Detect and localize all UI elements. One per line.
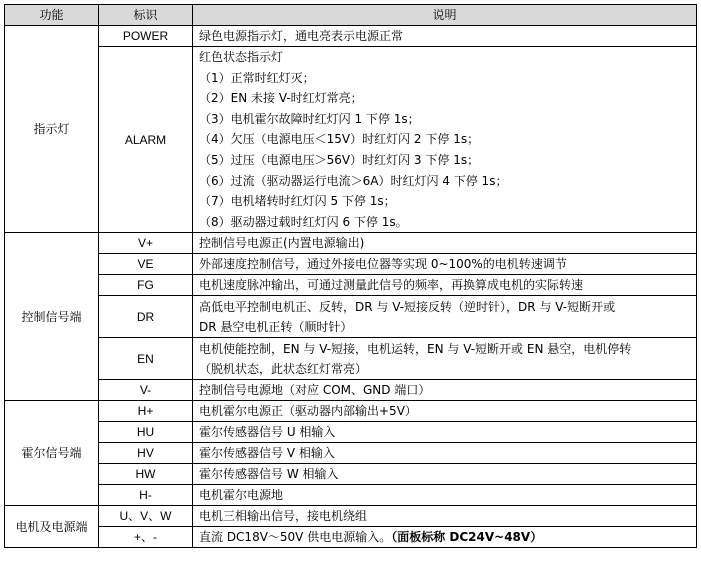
signal-fg: FG [99,275,193,296]
signal-hw: HW [99,464,193,485]
group-motor: 电机及电源端 [5,506,99,548]
table-row [5,527,697,548]
en-line: 电机使能控制，EN 与 V-短接，电机运转，EN 与 V-短断开或 EN 悬空，电机停转 [199,341,632,356]
signal-hv: HV [99,443,193,464]
dr-line: DR 悬空电机正转（顺时针） [199,319,353,334]
table-row [5,422,697,443]
desc-fg: 电机速度脉冲输出，可通过测量此信号的频率，再换算成电机的实际转速 [193,275,697,296]
table-row [5,254,697,275]
pm-desc-bold: （面板标称 DC24V~48V） [391,530,543,545]
spec-table [4,4,697,548]
signal-en: EN [99,338,193,380]
header-id: 标识 [99,5,193,26]
table-row [5,338,697,380]
alarm-line: （3）电机霍尔故障时红灯闪 1 下停 1s； [199,111,420,126]
table-row [5,26,697,47]
signal-uvw: U、V、W [99,506,193,527]
signal-power: POWER [99,26,193,47]
signal-hu: HU [99,422,193,443]
dr-line: 高低电平控制电机正、反转，DR 与 V-短接反转（逆时针），DR 与 V-短断开或 [199,299,616,314]
table-row [5,506,697,527]
group-indicator: 指示灯 [5,26,99,233]
desc-en [193,338,697,380]
group-hall: 霍尔信号端 [5,401,99,506]
desc-vplus: 控制信号电源正(内置电源输出) [193,233,697,254]
alarm-line: （4）欠压（电源电压＜15V）时红灯闪 2 下停 1s； [199,132,480,147]
desc-vminus: 控制信号电源地（对应 COM、GND 端口） [193,380,697,401]
alarm-line: （6）过流（驱动器运行电流＞6A）时红灯闪 4 下停 1s； [199,173,508,188]
signal-hplus: H+ [99,401,193,422]
desc-uvw: 电机三相输出信号，接电机绕组 [193,506,697,527]
group-control: 控制信号端 [5,233,99,401]
alarm-line: （2）EN 未接 V-时红灯常亮； [199,91,363,106]
table-row [5,380,697,401]
desc-alarm [193,47,697,233]
signal-hminus: H- [99,485,193,506]
alarm-line: （1）正常时红灯灭； [199,70,315,85]
table-row [5,233,697,254]
signal-pm: +、- [99,527,193,548]
signal-ve: VE [99,254,193,275]
alarm-line: （7）电机堵转时红灯闪 5 下停 1s； [199,194,396,209]
header-row [5,5,697,26]
signal-alarm: ALARM [99,47,193,233]
desc-hu: 霍尔传感器信号 U 相输入 [193,422,697,443]
table-row [5,296,697,338]
pm-desc: 直流 DC18V～50V 供电电源输入。 [199,530,392,545]
desc-hw: 霍尔传感器信号 W 相输入 [193,464,697,485]
header-function: 功能 [5,5,99,26]
signal-vminus: V- [99,380,193,401]
desc-hv: 霍尔传感器信号 V 相输入 [193,443,697,464]
desc-hplus: 电机霍尔电源正（驱动器内部输出+5V） [193,401,697,422]
en-line: （脱机状态，此状态红灯常亮） [199,361,368,376]
alarm-line: （8）驱动器过载时红灯闪 6 下停 1s。 [199,214,408,229]
desc-ve: 外部速度控制信号，通过外接电位器等实现 0~100%的电机转速调节 [193,254,697,275]
signal-vplus: V+ [99,233,193,254]
table-row [5,275,697,296]
table-row [5,47,697,233]
signal-dr: DR [99,296,193,338]
desc-power: 绿色电源指示灯，通电亮表示电源正常 [193,26,697,47]
header-desc: 说明 [193,5,697,26]
alarm-line: 红色状态指示灯 [199,50,284,64]
desc-dr [193,296,697,338]
table-row [5,443,697,464]
desc-pm [193,527,697,548]
alarm-line: （5）过压（电源电压＞56V）时红灯闪 3 下停 1s； [199,152,480,167]
desc-hminus: 电机霍尔电源地 [193,485,697,506]
table-row [5,485,697,506]
table-row [5,464,697,485]
table-row [5,401,697,422]
